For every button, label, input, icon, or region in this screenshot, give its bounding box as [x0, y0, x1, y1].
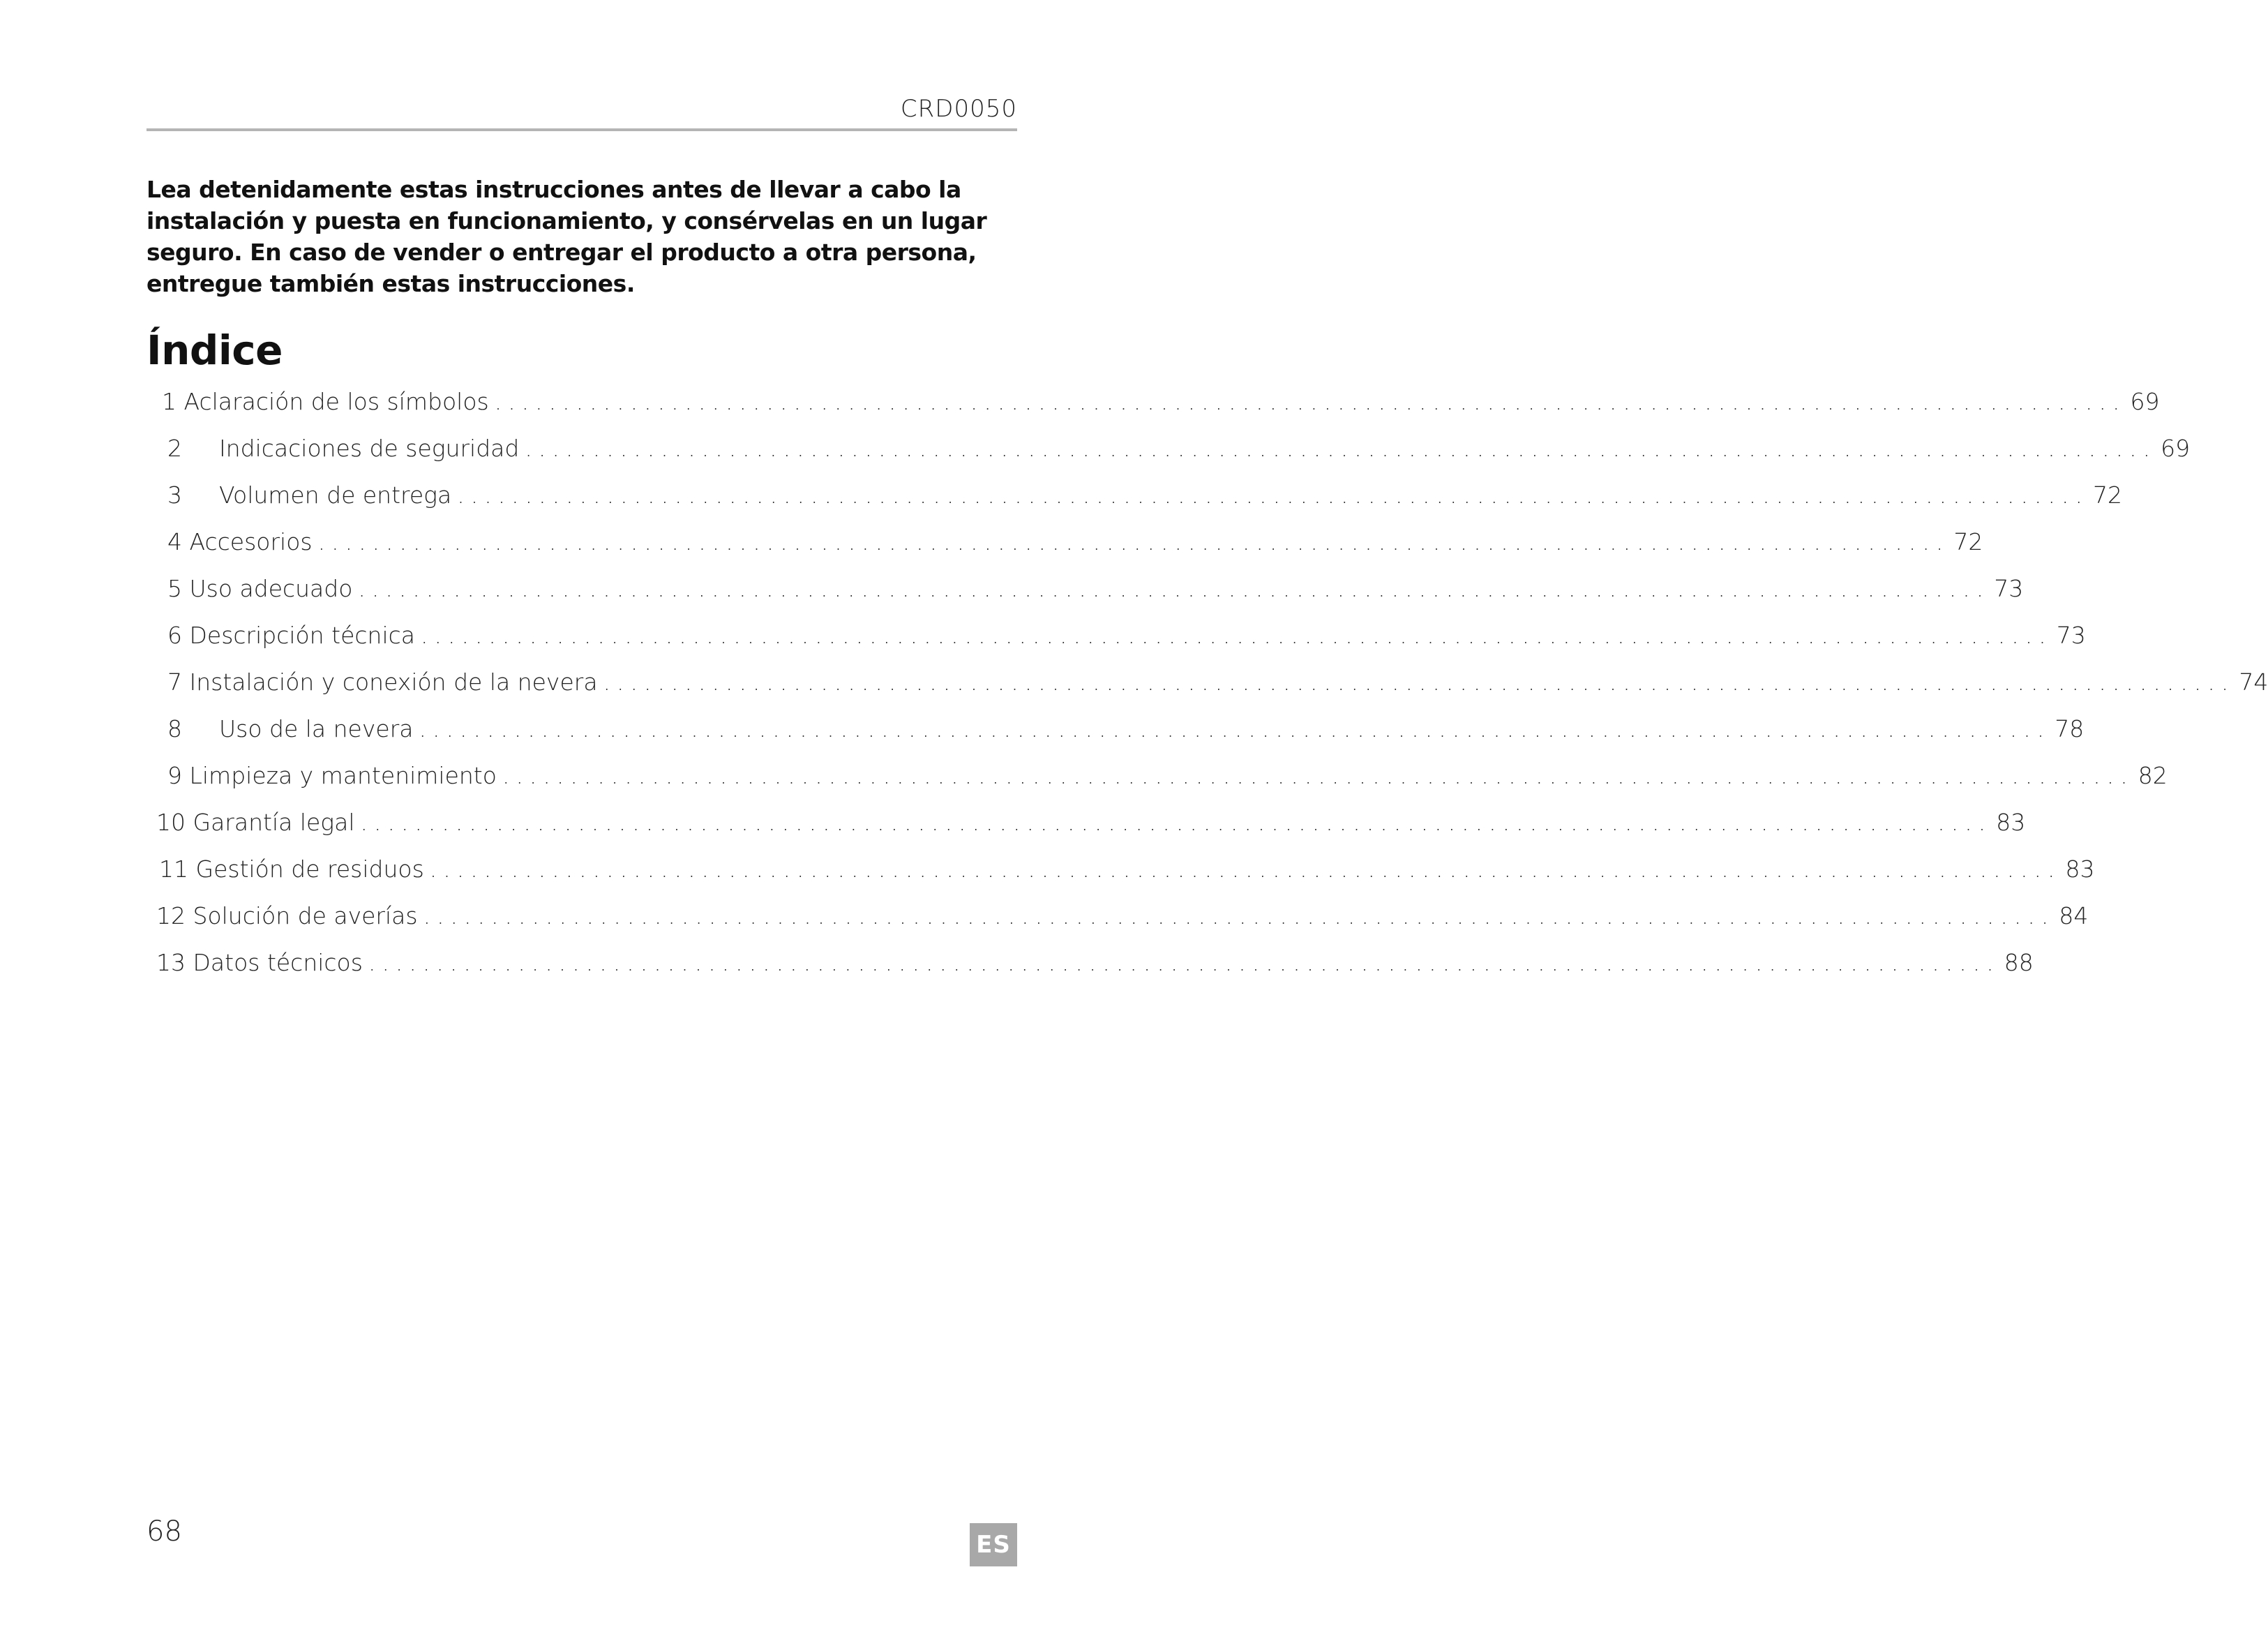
toc-entry-page: 83	[1996, 809, 2026, 836]
toc-entry-page: 69	[2161, 435, 2191, 462]
toc-entry-number: 7	[167, 668, 182, 696]
toc-entry[interactable]	[156, 949, 2034, 982]
header-divider	[147, 128, 1017, 131]
toc-entry-number: 1	[162, 388, 177, 415]
toc-dot-leader: ........................................................................................................................	[494, 388, 2126, 415]
toc-entry-page: 88	[2004, 949, 2034, 976]
toc-entry[interactable]	[167, 762, 2168, 795]
toc-entry-label: Gestión de residuos	[195, 855, 424, 883]
toc-entry-page: 69	[2130, 388, 2160, 415]
toc-entry-page: 83	[2065, 855, 2095, 883]
toc-entry-number: 10	[156, 809, 186, 836]
toc-entry[interactable]	[167, 575, 2024, 608]
toc-dot-leader: ........................................................................................................................	[420, 622, 2052, 649]
toc-entry-label: Instalación y conexión de la nevera	[189, 668, 598, 696]
toc-dot-leader: ........................................................................................................................	[603, 668, 2235, 696]
toc-dot-leader: ........................................................................................................................	[429, 855, 2062, 883]
toc-entry[interactable]	[167, 435, 2191, 468]
toc-entry-page: 72	[1953, 528, 1983, 555]
toc-entry-number: 8	[167, 715, 182, 742]
toc-entry-page: 78	[2055, 715, 2085, 742]
toc-entry-number: 6	[167, 622, 182, 649]
toc-entry-number: 13	[156, 949, 186, 976]
toc-entry[interactable]	[159, 855, 2095, 889]
toc-entry-label: Limpieza y mantenimiento	[189, 762, 497, 789]
toc-entry-page: 73	[1994, 575, 2024, 602]
toc-entry[interactable]	[156, 809, 2026, 842]
toc-dot-leader: ........................................................................................................................	[423, 902, 2055, 929]
toc-dot-leader: ........................................................................................................................	[419, 715, 2051, 742]
document-code: CRD0050	[900, 95, 1017, 123]
toc-entry-label: Solución de averías	[193, 902, 418, 929]
toc-entry-page: 72	[2093, 481, 2122, 509]
toc-entry-label: Datos técnicos	[193, 949, 363, 976]
toc-entry-page: 84	[2059, 902, 2089, 929]
toc-entry-number: 12	[156, 902, 186, 929]
toc-entry-label: Volumen de entrega	[219, 481, 452, 509]
toc-entry-number: 9	[167, 762, 182, 789]
toc-entry-page: 74	[2239, 668, 2268, 696]
toc-entry-number: 11	[159, 855, 188, 883]
toc-entry[interactable]	[167, 715, 2085, 749]
page-title: Índice	[147, 327, 283, 374]
toc-entry-label: Uso de la nevera	[219, 715, 414, 742]
toc-entry-label: Indicaciones de seguridad	[219, 435, 520, 462]
toc-dot-leader: ........................................................................................................................	[502, 762, 2134, 789]
intro-paragraph: Lea detenidamente estas instrucciones antes de llevar a cabo la instalación y puesta en funcionamiento, y consérvelas en un lugar seguro. En caso de vender o entregar el producto a otra persona, entregue también estas instrucciones.	[147, 176, 987, 297]
toc-entry-number: 4	[167, 528, 182, 555]
toc-dot-leader: ........................................................................................................................	[358, 575, 1990, 602]
toc-entry[interactable]	[156, 902, 2089, 936]
toc-entry-label: Aclaración de los símbolos	[183, 388, 489, 415]
page-number: 68	[147, 1515, 182, 1548]
toc-dot-leader: ........................................................................................................................	[457, 481, 2089, 509]
toc-entry[interactable]	[167, 668, 2268, 702]
language-badge: ES	[970, 1523, 1017, 1566]
toc-dot-leader: ........................................................................................................................	[360, 809, 1992, 836]
toc-entry[interactable]	[162, 388, 2160, 421]
toc-entry-number: 2	[167, 435, 182, 462]
toc-entry-label: Uso adecuado	[189, 575, 353, 602]
toc-entry[interactable]	[167, 481, 2122, 515]
toc-dot-leader: ........................................................................................................................	[368, 949, 2000, 976]
toc-entry[interactable]	[167, 622, 2086, 655]
toc-entry[interactable]	[167, 528, 1983, 562]
toc-entry-number: 3	[167, 481, 182, 509]
toc-entry-label: Accesorios	[189, 528, 313, 555]
toc-entry-page: 82	[2138, 762, 2168, 789]
toc-dot-leader: ........................................................................................................................	[317, 528, 1950, 555]
toc-entry-number: 5	[167, 575, 182, 602]
toc-dot-leader: ........................................................................................................................	[525, 435, 2157, 462]
toc-entry-label: Descripción técnica	[189, 622, 415, 649]
toc-entry-page: 73	[2056, 622, 2086, 649]
toc-entry-label: Garantía legal	[193, 809, 355, 836]
